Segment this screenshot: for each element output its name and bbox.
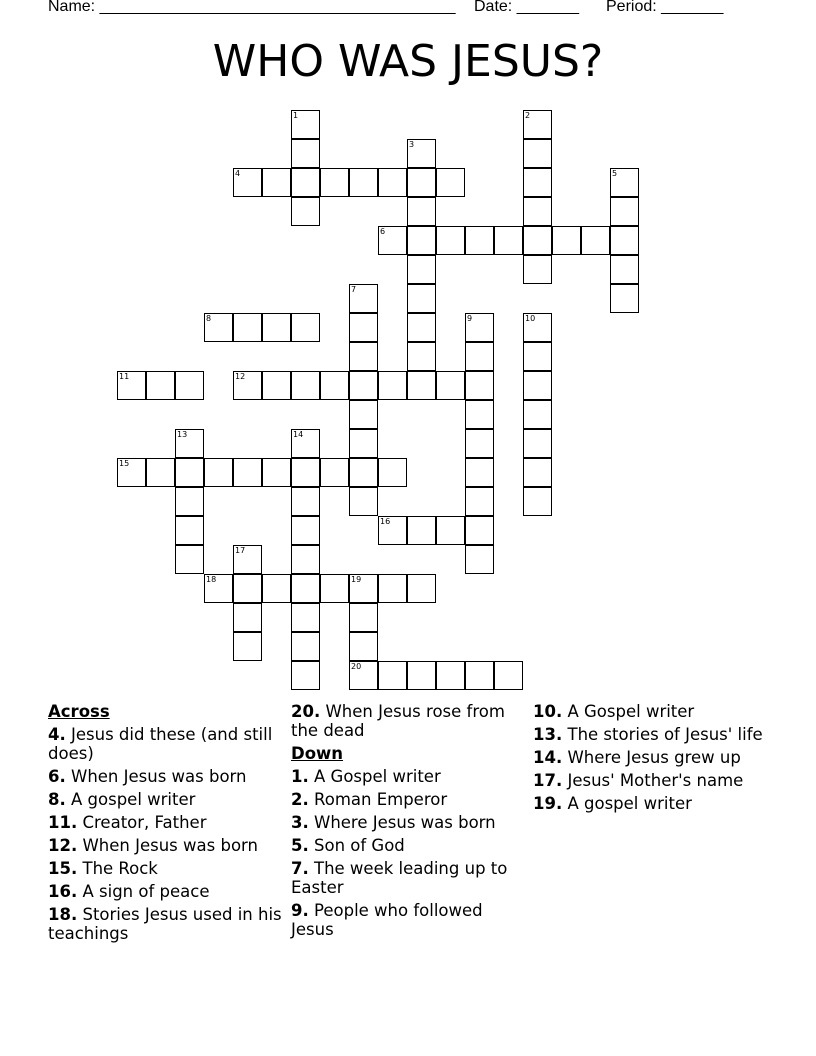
page-title: WHO WAS JESUS? — [212, 36, 604, 87]
grid-cell[interactable] — [175, 458, 204, 487]
grid-cell[interactable] — [407, 197, 436, 226]
clue-number: 18 — [206, 575, 217, 584]
clue-down-19: 19. A gospel writer — [533, 794, 692, 813]
grid-cell[interactable] — [291, 197, 320, 226]
clue-number: 4 — [235, 169, 241, 178]
grid-cell[interactable] — [291, 603, 320, 632]
grid-cell[interactable] — [233, 168, 262, 197]
grid-cell[interactable] — [436, 168, 465, 197]
grid-cell[interactable] — [407, 661, 436, 690]
grid-cell[interactable] — [523, 487, 552, 516]
clue-across-20: 20. When Jesus rose from the dead — [291, 702, 505, 740]
grid-cell[interactable] — [291, 110, 320, 139]
clue-number: 3 — [409, 140, 415, 149]
grid-cell[interactable] — [262, 574, 291, 603]
clue-across-18: 18. Stories Jesus used in his teachings — [48, 905, 282, 943]
clue-across-6: 6. When Jesus was born — [48, 767, 247, 786]
down-heading: Down — [291, 744, 344, 763]
grid-cell[interactable] — [175, 371, 204, 400]
clue-across-11: 11. Creator, Father — [48, 813, 207, 832]
grid-cell[interactable] — [291, 371, 320, 400]
grid-cell[interactable] — [523, 139, 552, 168]
grid-cell[interactable] — [465, 371, 494, 400]
grid-cell[interactable] — [117, 458, 146, 487]
clue-column-2 — [291, 702, 526, 943]
clue-number: 14 — [293, 430, 304, 439]
grid-cell[interactable] — [291, 545, 320, 574]
clue-number: 7 — [351, 285, 357, 294]
grid-cell[interactable] — [407, 342, 436, 371]
clue-down-5: 5. Son of God — [291, 836, 405, 855]
grid-cell[interactable] — [465, 661, 494, 690]
grid-cell[interactable] — [349, 429, 378, 458]
grid-cell[interactable] — [436, 516, 465, 545]
grid-cell[interactable] — [465, 429, 494, 458]
grid-cell[interactable] — [233, 458, 262, 487]
grid-cell[interactable] — [349, 168, 378, 197]
grid-cell[interactable] — [407, 516, 436, 545]
grid-cell[interactable] — [610, 197, 639, 226]
grid-cell[interactable] — [175, 429, 204, 458]
clue-down-2: 2. Roman Emperor — [291, 790, 448, 809]
grid-cell[interactable] — [291, 168, 320, 197]
grid-cell[interactable] — [233, 603, 262, 632]
grid-cell[interactable] — [465, 516, 494, 545]
grid-cell[interactable] — [523, 342, 552, 371]
grid-cell[interactable] — [610, 255, 639, 284]
grid-cell[interactable] — [378, 661, 407, 690]
grid-cell[interactable] — [465, 400, 494, 429]
grid-cell[interactable] — [204, 458, 233, 487]
grid-cell[interactable] — [523, 400, 552, 429]
grid-cell[interactable] — [175, 487, 204, 516]
grid-cell[interactable] — [407, 284, 436, 313]
clue-down-1: 1. A Gospel writer — [291, 767, 441, 786]
grid-cell[interactable] — [233, 313, 262, 342]
grid-cell[interactable] — [291, 516, 320, 545]
grid-cell[interactable] — [117, 371, 146, 400]
grid-cell[interactable] — [349, 342, 378, 371]
grid-cell[interactable] — [349, 284, 378, 313]
grid-cell[interactable] — [262, 458, 291, 487]
clue-number: 1 — [293, 111, 299, 120]
grid-cell[interactable] — [349, 574, 378, 603]
grid-cell[interactable] — [610, 284, 639, 313]
grid-cell[interactable] — [523, 168, 552, 197]
clue-number: 12 — [235, 372, 246, 381]
grid-cell[interactable] — [581, 226, 610, 255]
grid-cell[interactable] — [523, 110, 552, 139]
clue-number: 6 — [380, 227, 386, 236]
clue-column-1 — [48, 702, 283, 947]
grid-cell[interactable] — [407, 574, 436, 603]
clue-number: 5 — [612, 169, 618, 178]
clue-number: 13 — [177, 430, 188, 439]
clue-across-16: 16. A sign of peace — [48, 882, 210, 901]
grid-cell[interactable] — [407, 168, 436, 197]
grid-cell[interactable] — [465, 487, 494, 516]
grid-cell[interactable] — [523, 255, 552, 284]
grid-cell[interactable] — [349, 371, 378, 400]
grid-cell[interactable] — [320, 458, 349, 487]
clue-number: 19 — [351, 575, 362, 584]
clue-number: 11 — [119, 372, 130, 381]
grid-cell[interactable] — [291, 487, 320, 516]
clue-down-10: 10. A Gospel writer — [533, 702, 695, 721]
grid-cell[interactable] — [233, 632, 262, 661]
grid-cell[interactable] — [146, 458, 175, 487]
grid-cell[interactable] — [378, 168, 407, 197]
grid-cell[interactable] — [523, 429, 552, 458]
grid-cell[interactable] — [407, 226, 436, 255]
grid-cell[interactable] — [523, 226, 552, 255]
clue-column-3 — [533, 702, 768, 817]
grid-cell[interactable] — [494, 661, 523, 690]
grid-cell[interactable] — [262, 313, 291, 342]
grid-cell[interactable] — [465, 458, 494, 487]
grid-cell[interactable] — [436, 371, 465, 400]
grid-cell[interactable] — [233, 371, 262, 400]
clue-number: 17 — [235, 546, 246, 555]
grid-cell[interactable] — [465, 226, 494, 255]
grid-cell[interactable] — [523, 197, 552, 226]
grid-cell[interactable] — [291, 429, 320, 458]
grid-cell[interactable] — [262, 371, 291, 400]
grid-cell[interactable] — [436, 226, 465, 255]
grid-cell[interactable] — [610, 226, 639, 255]
grid-cell[interactable] — [552, 226, 581, 255]
date-field-label[interactable]: Date: _______ — [474, 0, 579, 15]
grid-cell[interactable] — [523, 458, 552, 487]
grid-cell[interactable] — [349, 400, 378, 429]
across-heading: Across — [48, 702, 110, 721]
grid-cell[interactable] — [494, 226, 523, 255]
grid-cell[interactable] — [291, 458, 320, 487]
clue-number: 2 — [525, 111, 531, 120]
grid-cell[interactable] — [465, 313, 494, 342]
grid-cell[interactable] — [291, 661, 320, 690]
grid-cell[interactable] — [407, 139, 436, 168]
clue-number: 8 — [206, 314, 212, 323]
grid-cell[interactable] — [523, 371, 552, 400]
grid-cell[interactable] — [233, 545, 262, 574]
clue-number: 16 — [380, 517, 391, 526]
grid-cell[interactable] — [349, 313, 378, 342]
grid-cell[interactable] — [407, 255, 436, 284]
grid-cell[interactable] — [146, 371, 175, 400]
grid-cell[interactable] — [436, 661, 465, 690]
name-field-label[interactable]: Name: ________________________________________ — [48, 0, 456, 15]
grid-cell[interactable] — [407, 371, 436, 400]
grid-cell[interactable] — [204, 574, 233, 603]
grid-cell[interactable] — [204, 313, 233, 342]
grid-cell[interactable] — [175, 545, 204, 574]
grid-cell[interactable] — [233, 574, 262, 603]
grid-cell[interactable] — [349, 632, 378, 661]
grid-cell[interactable] — [378, 574, 407, 603]
clue-down-14: 14. Where Jesus grew up — [533, 748, 741, 767]
grid-cell[interactable] — [378, 458, 407, 487]
grid-cell[interactable] — [349, 603, 378, 632]
grid-cell[interactable] — [378, 371, 407, 400]
clue-down-3: 3. Where Jesus was born — [291, 813, 496, 832]
grid-cell[interactable] — [407, 313, 436, 342]
grid-cell[interactable] — [175, 516, 204, 545]
grid-cell[interactable] — [262, 168, 291, 197]
grid-cell[interactable] — [523, 313, 552, 342]
grid-cell[interactable] — [291, 139, 320, 168]
period-field-label[interactable]: Period: _______ — [606, 0, 724, 15]
clue-across-15: 15. The Rock — [48, 859, 158, 878]
clue-number: 20 — [351, 662, 362, 671]
grid-cell[interactable] — [349, 661, 378, 690]
clue-down-17: 17. Jesus' Mother's name — [533, 771, 744, 790]
grid-cell[interactable] — [378, 516, 407, 545]
grid-cell[interactable] — [465, 342, 494, 371]
clue-across-8: 8. A gospel writer — [48, 790, 196, 809]
clue-number: 15 — [119, 459, 130, 468]
grid-cell[interactable] — [320, 574, 349, 603]
grid-cell[interactable] — [349, 458, 378, 487]
clue-down-7: 7. The week leading up to Easter — [291, 859, 508, 897]
grid-cell[interactable] — [291, 574, 320, 603]
grid-cell[interactable] — [291, 313, 320, 342]
clue-number: 10 — [525, 314, 536, 323]
grid-cell[interactable] — [465, 545, 494, 574]
clue-across-4: 4. Jesus did these (and still does) — [48, 725, 273, 763]
clue-down-9: 9. People who followed Jesus — [291, 901, 483, 939]
grid-cell[interactable] — [349, 487, 378, 516]
clue-down-13: 13. The stories of Jesus' life — [533, 725, 763, 744]
grid-cell[interactable] — [320, 168, 349, 197]
clue-across-12: 12. When Jesus was born — [48, 836, 258, 855]
grid-cell[interactable] — [291, 632, 320, 661]
clue-number: 9 — [467, 314, 473, 323]
grid-cell[interactable] — [320, 371, 349, 400]
grid-cell[interactable] — [610, 168, 639, 197]
grid-cell[interactable] — [378, 226, 407, 255]
